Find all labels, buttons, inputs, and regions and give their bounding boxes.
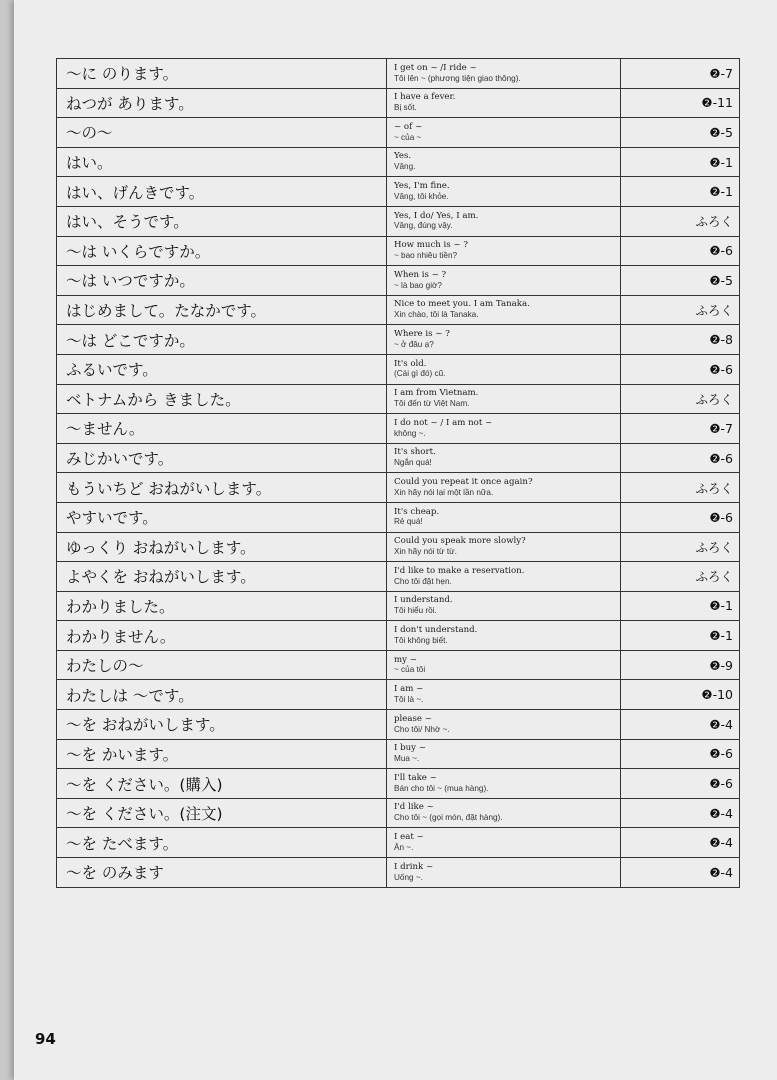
translation-cell — [387, 650, 621, 680]
lesson-reference: ❷-7 — [621, 414, 740, 444]
translation-cell — [387, 295, 621, 325]
translation-cell — [387, 236, 621, 266]
translation-cell — [387, 562, 621, 592]
vietnamese-translation: Xin hãy nói từ từ. — [394, 547, 457, 557]
japanese-phrase: ～に のります。 — [57, 59, 387, 89]
translation-cell — [387, 710, 621, 740]
vietnamese-translation: Rẻ quá! — [394, 517, 423, 527]
english-translation: When is ~ ? — [394, 269, 447, 280]
english-translation: I buy ~ — [394, 743, 426, 754]
japanese-phrase: ～は いくらですか。 — [57, 236, 387, 266]
english-translation: I'll take ~ — [394, 772, 437, 783]
table-row — [57, 532, 740, 562]
japanese-phrase: ～ません。 — [57, 414, 387, 444]
vietnamese-translation: Tôi là ~. — [394, 694, 424, 704]
page-number: 94 — [35, 1030, 56, 1048]
table-row — [57, 177, 740, 207]
english-translation: I understand. — [394, 595, 453, 606]
english-translation: my ~ — [394, 654, 417, 665]
vietnamese-translation: Ngắn quá! — [394, 458, 432, 468]
lesson-reference: ❷-4 — [621, 710, 740, 740]
english-translation: I am from Vietnam. — [394, 388, 479, 399]
english-translation: Could you speak more slowly? — [394, 536, 526, 547]
translation-cell — [387, 591, 621, 621]
table-row — [57, 295, 740, 325]
vocabulary-table — [56, 58, 740, 888]
japanese-phrase: わたしは ～です。 — [57, 680, 387, 710]
japanese-phrase: ゆっくり おねがいします。 — [57, 532, 387, 562]
translation-cell — [387, 384, 621, 414]
japanese-phrase: ～を おねがいします。 — [57, 710, 387, 740]
translation-cell — [387, 443, 621, 473]
table-row — [57, 828, 740, 858]
japanese-phrase: もういちど おねがいします。 — [57, 473, 387, 503]
translation-cell — [387, 621, 621, 651]
english-translation: I do not ~ / I am not ~ — [394, 417, 493, 428]
translation-cell — [387, 414, 621, 444]
lesson-reference: ❷-4 — [621, 858, 740, 888]
english-translation: please ~ — [394, 713, 432, 724]
translation-cell — [387, 177, 621, 207]
translation-cell — [387, 325, 621, 355]
table-row — [57, 354, 740, 384]
table-row — [57, 59, 740, 89]
lesson-reference: ❷-8 — [621, 325, 740, 355]
english-translation: I'd like ~ — [394, 802, 434, 813]
table-row — [57, 473, 740, 503]
japanese-phrase: ～を ください。(購入) — [57, 769, 387, 799]
japanese-phrase: ～の～ — [57, 118, 387, 148]
lesson-reference: ❷-6 — [621, 502, 740, 532]
japanese-phrase: みじかいです。 — [57, 443, 387, 473]
translation-cell — [387, 118, 621, 148]
table-row — [57, 621, 740, 651]
vietnamese-translation: Tôi đến từ Việt Nam. — [394, 399, 470, 409]
translation-cell — [387, 532, 621, 562]
translation-cell — [387, 798, 621, 828]
table-row — [57, 325, 740, 355]
english-translation: ~ of ~ — [394, 121, 423, 132]
book-page — [14, 0, 777, 1080]
japanese-phrase: ～は いつですか。 — [57, 266, 387, 296]
vietnamese-translation: ~ của ~ — [394, 132, 422, 142]
vocabulary-table-body — [57, 59, 740, 888]
translation-cell — [387, 769, 621, 799]
lesson-reference: ❷-1 — [621, 621, 740, 651]
lesson-reference: ❷-6 — [621, 354, 740, 384]
translation-cell — [387, 473, 621, 503]
japanese-phrase: よやくを おねがいします。 — [57, 562, 387, 592]
japanese-phrase: ～を のみます — [57, 858, 387, 888]
translation-cell — [387, 206, 621, 236]
vietnamese-translation: Vâng. — [394, 162, 416, 172]
lesson-reference: ❷-6 — [621, 236, 740, 266]
vietnamese-translation: không ~. — [394, 428, 426, 438]
english-translation: Could you repeat it once again? — [394, 476, 533, 487]
japanese-phrase: ～を ください。(注文) — [57, 798, 387, 828]
vietnamese-translation: Vâng, đúng vậy. — [394, 221, 453, 231]
vietnamese-translation: Cho tôi/ Nhờ ~. — [394, 724, 450, 734]
translation-cell — [387, 266, 621, 296]
lesson-reference: ❷-1 — [621, 177, 740, 207]
vietnamese-translation: Vâng, tôi khỏe. — [394, 191, 449, 201]
table-row — [57, 502, 740, 532]
english-translation: I get on ~ /I ride ~ — [394, 62, 477, 73]
translation-cell — [387, 502, 621, 532]
english-translation: Yes. — [394, 151, 412, 162]
table-row — [57, 680, 740, 710]
translation-cell — [387, 828, 621, 858]
lesson-reference: ❷-1 — [621, 147, 740, 177]
table-row — [57, 798, 740, 828]
japanese-phrase: ～を かいます。 — [57, 739, 387, 769]
lesson-reference: ❷-11 — [621, 88, 740, 118]
english-translation: I don't understand. — [394, 624, 478, 635]
lesson-reference: ❷-7 — [621, 59, 740, 89]
translation-cell — [387, 858, 621, 888]
vietnamese-translation: Bán cho tôi ~ (mua hàng). — [394, 783, 489, 793]
table-row — [57, 710, 740, 740]
table-row — [57, 206, 740, 236]
vietnamese-translation: ~ bao nhiêu tiền? — [394, 251, 458, 261]
japanese-phrase: ～を たべます。 — [57, 828, 387, 858]
lesson-reference: ❷-6 — [621, 769, 740, 799]
table-row — [57, 650, 740, 680]
english-translation: I drink ~ — [394, 861, 434, 872]
japanese-phrase: はい。 — [57, 147, 387, 177]
lesson-reference: ふろく — [621, 532, 740, 562]
vietnamese-translation: Cho tôi đặt hẹn. — [394, 576, 452, 586]
japanese-phrase: やすいです。 — [57, 502, 387, 532]
vietnamese-translation: Tôi lên ~ (phương tiện giao thông). — [394, 73, 521, 83]
english-translation: Where is ~ ? — [394, 328, 450, 339]
lesson-reference: ふろく — [621, 206, 740, 236]
english-translation: Yes, I'm fine. — [394, 181, 450, 192]
vietnamese-translation: Uống ~. — [394, 872, 423, 882]
english-translation: Yes, I do/ Yes, I am. — [394, 210, 479, 221]
english-translation: I eat ~ — [394, 832, 424, 843]
translation-cell — [387, 354, 621, 384]
translation-cell — [387, 59, 621, 89]
translation-cell — [387, 680, 621, 710]
table-row — [57, 769, 740, 799]
japanese-phrase: はじめまして。たなかです。 — [57, 295, 387, 325]
translation-cell — [387, 147, 621, 177]
japanese-phrase: ベトナムから きました。 — [57, 384, 387, 414]
translation-cell — [387, 88, 621, 118]
vietnamese-translation: ~ ở đâu ạ? — [394, 339, 434, 349]
japanese-phrase: わたしの～ — [57, 650, 387, 680]
lesson-reference: ❷-6 — [621, 739, 740, 769]
japanese-phrase: はい、げんきです。 — [57, 177, 387, 207]
vietnamese-translation: Tôi không biết. — [394, 635, 448, 645]
table-row — [57, 562, 740, 592]
vietnamese-translation: Tôi hiểu rồi. — [394, 606, 437, 616]
lesson-reference: ❷-5 — [621, 266, 740, 296]
vietnamese-translation: (Cái gì đó) cũ. — [394, 369, 446, 379]
english-translation: I have a fever. — [394, 92, 456, 103]
table-row — [57, 147, 740, 177]
vietnamese-translation: Bị sốt. — [394, 103, 417, 113]
lesson-reference: ふろく — [621, 384, 740, 414]
lesson-reference: ❷-4 — [621, 828, 740, 858]
translation-cell — [387, 739, 621, 769]
table-row — [57, 414, 740, 444]
lesson-reference: ふろく — [621, 562, 740, 592]
lesson-reference: ❷-6 — [621, 443, 740, 473]
japanese-phrase: ふるいです。 — [57, 354, 387, 384]
english-translation: Nice to meet you. I am Tanaka. — [394, 299, 530, 310]
japanese-phrase: わかりました。 — [57, 591, 387, 621]
lesson-reference: ふろく — [621, 295, 740, 325]
vietnamese-translation: ~ của tôi — [394, 665, 426, 675]
japanese-phrase: はい、そうです。 — [57, 206, 387, 236]
lesson-reference: ❷-4 — [621, 798, 740, 828]
table-row — [57, 591, 740, 621]
vietnamese-translation: Mua ~. — [394, 754, 420, 764]
lesson-reference: ふろく — [621, 473, 740, 503]
japanese-phrase: ～は どこですか。 — [57, 325, 387, 355]
table-row — [57, 384, 740, 414]
english-translation: It's short. — [394, 447, 436, 458]
table-row — [57, 236, 740, 266]
english-translation: How much is ~ ? — [394, 240, 468, 251]
english-translation: It's old. — [394, 358, 427, 369]
vietnamese-translation: ~ là bao giờ? — [394, 280, 442, 290]
vietnamese-translation: Xin chào, tôi là Tanaka. — [394, 310, 479, 320]
table-row — [57, 858, 740, 888]
english-translation: I'd like to make a reservation. — [394, 565, 525, 576]
lesson-reference: ❷-1 — [621, 591, 740, 621]
english-translation: It's cheap. — [394, 506, 440, 517]
vietnamese-translation: Cho tôi ~ (gọi món, đặt hàng). — [394, 813, 503, 823]
lesson-reference: ❷-10 — [621, 680, 740, 710]
table-row — [57, 266, 740, 296]
japanese-phrase: ねつが あります。 — [57, 88, 387, 118]
lesson-reference: ❷-5 — [621, 118, 740, 148]
table-row — [57, 118, 740, 148]
japanese-phrase: わかりません。 — [57, 621, 387, 651]
vietnamese-translation: Xin hãy nói lại một lần nữa. — [394, 487, 494, 497]
vietnamese-translation: Ăn ~. — [394, 842, 414, 852]
english-translation: I am ~ — [394, 684, 424, 695]
lesson-reference: ❷-9 — [621, 650, 740, 680]
table-row — [57, 88, 740, 118]
table-row — [57, 739, 740, 769]
table-row — [57, 443, 740, 473]
